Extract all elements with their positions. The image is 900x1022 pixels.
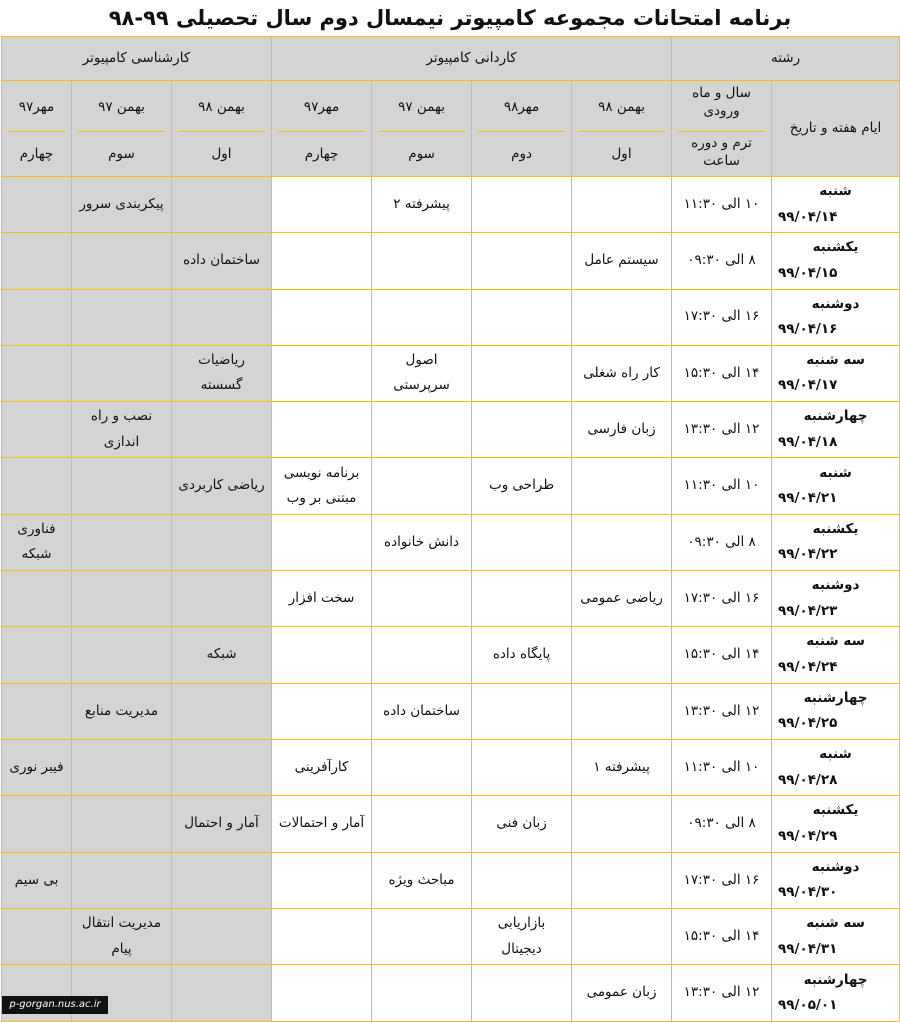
course-cell <box>572 627 672 683</box>
course-cell: کار راه شغلی <box>572 345 672 401</box>
course-cell <box>572 289 672 345</box>
table-row <box>2 571 900 627</box>
table-row <box>2 909 900 965</box>
course-cell: مدیریت منابع <box>72 683 172 739</box>
exam-time: ۱۴ الی ۱۵:۳۰ <box>672 627 772 683</box>
header-row-2 <box>2 81 900 177</box>
course-cell: زبان عمومی <box>572 965 672 1022</box>
day-date-cell <box>772 514 900 570</box>
course-cell <box>272 514 372 570</box>
weekday: شنبه <box>819 746 852 763</box>
entry-value: مهر۹۷ <box>8 82 65 132</box>
term-value: سوم <box>108 145 135 162</box>
exam-date: ۹۹/۰۴/۱۸ <box>778 433 838 450</box>
course-cell <box>2 458 72 514</box>
course-cell: زبان فارسی <box>572 402 672 458</box>
exam-date: ۹۹/۰۴/۲۳ <box>778 602 838 619</box>
course-cell <box>2 909 72 965</box>
course-cell: پایگاه داده <box>472 627 572 683</box>
course-cell <box>2 402 72 458</box>
course-cell <box>372 965 472 1022</box>
course-cell <box>172 852 272 908</box>
entry-year-label: سال و ماه ورودی <box>678 82 765 132</box>
course-cell <box>372 233 472 289</box>
day-date-cell <box>772 176 900 232</box>
entry-term-time-header <box>672 81 772 177</box>
course-cell <box>572 176 672 232</box>
day-date-cell <box>772 233 900 289</box>
exam-date: ۹۹/۰۴/۲۹ <box>778 828 838 845</box>
course-cell: برنامه نویسی مبتنی بر وب <box>272 458 372 514</box>
col-header-bachelor-1 <box>172 81 272 177</box>
course-cell <box>72 796 172 852</box>
course-cell <box>2 683 72 739</box>
course-cell <box>472 571 572 627</box>
course-cell <box>172 965 272 1022</box>
col-header-bachelor-2 <box>72 81 172 177</box>
course-cell <box>372 571 472 627</box>
course-cell <box>272 683 372 739</box>
course-cell <box>572 514 672 570</box>
course-cell <box>172 402 272 458</box>
exam-date: ۹۹/۰۴/۲۴ <box>778 659 838 676</box>
course-cell: دانش خانواده <box>372 514 472 570</box>
entry-value: بهمن ۹۸ <box>178 82 265 132</box>
field-label-cell: رشته <box>672 37 900 81</box>
entry-value: مهر۹۷ <box>278 82 365 132</box>
course-cell <box>572 683 672 739</box>
term-value: دوم <box>511 145 532 162</box>
exam-time: ۸ الی ۰۹:۳۰ <box>672 514 772 570</box>
exam-time: ۱۲ الی ۱۳:۳۰ <box>672 402 772 458</box>
course-cell <box>472 289 572 345</box>
exam-date: ۹۹/۰۵/۰۱ <box>778 997 838 1014</box>
exam-time: ۱۴ الی ۱۵:۳۰ <box>672 909 772 965</box>
table-row <box>2 514 900 570</box>
term-value: سوم <box>408 145 435 162</box>
weekday: چهارشنبه <box>803 689 868 706</box>
course-cell: شبکه <box>172 627 272 683</box>
course-cell <box>2 796 72 852</box>
course-cell: فناوری شبکه <box>2 514 72 570</box>
weekday: یکشنبه <box>812 802 859 819</box>
weekday: چهارشنبه <box>803 408 868 425</box>
course-cell <box>2 345 72 401</box>
course-cell <box>472 345 572 401</box>
course-cell: زبان فنی <box>472 796 572 852</box>
term-value: چهارم <box>19 145 54 162</box>
day-date-cell <box>772 627 900 683</box>
day-date-cell <box>772 289 900 345</box>
course-cell <box>172 571 272 627</box>
course-cell <box>172 289 272 345</box>
weekday: سه شنبه <box>806 633 865 650</box>
table-row <box>2 345 900 401</box>
course-cell <box>372 402 472 458</box>
bachelor-degree-header: کارشناسی کامپیوتر <box>2 37 272 81</box>
table-row <box>2 965 900 1022</box>
course-cell: بی سیم <box>2 852 72 908</box>
exam-date: ۹۹/۰۴/۳۱ <box>778 940 838 957</box>
weekday: سه شنبه <box>806 351 865 368</box>
course-cell <box>172 176 272 232</box>
table-row <box>2 233 900 289</box>
weekday: دوشنبه <box>811 295 860 312</box>
course-cell <box>372 458 472 514</box>
time-label: ساعت <box>703 152 740 169</box>
course-cell <box>372 289 472 345</box>
exam-time: ۱۶ الی ۱۷:۳۰ <box>672 852 772 908</box>
course-cell <box>72 345 172 401</box>
exam-time: ۱۲ الی ۱۳:۳۰ <box>672 683 772 739</box>
course-cell <box>72 571 172 627</box>
entry-value: بهمن ۹۷ <box>78 82 165 132</box>
exam-date: ۹۹/۰۴/۲۲ <box>778 546 838 563</box>
day-date-cell <box>772 852 900 908</box>
term-value: چهارم <box>304 145 339 162</box>
exam-schedule-table <box>1 36 900 1022</box>
course-cell: سخت افزار <box>272 571 372 627</box>
course-cell: ساختمان داده <box>372 683 472 739</box>
course-cell <box>172 514 272 570</box>
course-cell: کارآفرینی <box>272 740 372 796</box>
course-cell <box>72 740 172 796</box>
exam-date: ۹۹/۰۴/۲۵ <box>778 715 838 732</box>
course-cell: ساختمان داده <box>172 233 272 289</box>
course-cell <box>2 176 72 232</box>
course-cell: پیکربندی سرور <box>72 176 172 232</box>
course-cell <box>72 627 172 683</box>
exam-date: ۹۹/۰۴/۱۴ <box>778 208 838 225</box>
course-cell <box>72 514 172 570</box>
course-cell: پیشرفته ۲ <box>372 176 472 232</box>
table-row <box>2 289 900 345</box>
course-cell <box>372 909 472 965</box>
course-cell <box>372 627 472 683</box>
day-date-cell <box>772 402 900 458</box>
exam-time: ۱۰ الی ۱۱:۳۰ <box>672 458 772 514</box>
course-cell <box>572 796 672 852</box>
course-cell <box>72 458 172 514</box>
course-cell <box>72 233 172 289</box>
exam-date: ۹۹/۰۴/۱۶ <box>778 321 838 338</box>
course-cell <box>272 345 372 401</box>
table-row <box>2 852 900 908</box>
term-value: اول <box>611 145 632 162</box>
course-cell <box>572 458 672 514</box>
course-cell <box>472 965 572 1022</box>
course-cell: نصب و راه اندازی <box>72 402 172 458</box>
course-cell: ریاضی عمومی <box>572 571 672 627</box>
course-cell: اصول سرپرستی <box>372 345 472 401</box>
day-date-cell <box>772 683 900 739</box>
exam-time: ۱۶ الی ۱۷:۳۰ <box>672 571 772 627</box>
day-date-cell <box>772 571 900 627</box>
course-cell <box>272 909 372 965</box>
exam-time: ۱۶ الی ۱۷:۳۰ <box>672 289 772 345</box>
course-cell <box>2 571 72 627</box>
course-cell: ریاضیات گسسته <box>172 345 272 401</box>
course-cell <box>172 740 272 796</box>
course-cell: مباحث ویژه <box>372 852 472 908</box>
day-date-header: ایام هفته و تاریخ <box>772 81 900 177</box>
course-cell <box>372 740 472 796</box>
course-cell: بازاریابی دیجیتال <box>472 909 572 965</box>
table-row <box>2 176 900 232</box>
weekday: شنبه <box>819 182 852 199</box>
table-row <box>2 796 900 852</box>
exam-time: ۱۰ الی ۱۱:۳۰ <box>672 176 772 232</box>
exam-time: ۸ الی ۰۹:۳۰ <box>672 796 772 852</box>
course-cell <box>2 233 72 289</box>
col-header-associate-4 <box>272 81 372 177</box>
term-value: اول <box>211 145 232 162</box>
weekday: یکشنبه <box>812 239 859 256</box>
table-row <box>2 402 900 458</box>
day-date-cell <box>772 458 900 514</box>
course-cell: آمار و احتمال <box>172 796 272 852</box>
col-header-associate-3 <box>372 81 472 177</box>
course-cell: مدیریت انتقال پیام <box>72 909 172 965</box>
exam-time: ۱۲ الی ۱۳:۳۰ <box>672 965 772 1022</box>
course-cell <box>472 852 572 908</box>
course-cell <box>572 909 672 965</box>
course-cell <box>572 852 672 908</box>
course-cell <box>272 402 372 458</box>
course-cell: سیستم عامل <box>572 233 672 289</box>
course-cell: آمار و احتمالات <box>272 796 372 852</box>
exam-date: ۹۹/۰۴/۲۸ <box>778 771 838 788</box>
weekday: دوشنبه <box>811 577 860 594</box>
course-cell <box>2 289 72 345</box>
weekday: چهارشنبه <box>803 971 868 988</box>
site-watermark: p-gorgan.nus.ac.ir <box>2 996 108 1014</box>
day-date-cell <box>772 345 900 401</box>
course-cell <box>472 233 572 289</box>
course-cell <box>472 514 572 570</box>
header-row-1 <box>2 37 900 81</box>
exam-date: ۹۹/۰۴/۲۱ <box>778 490 838 507</box>
course-cell: ریاضی کاربردی <box>172 458 272 514</box>
weekday: شنبه <box>819 464 852 481</box>
course-cell <box>2 627 72 683</box>
exam-date: ۹۹/۰۴/۱۵ <box>778 264 838 281</box>
entry-value: مهر۹۸ <box>478 82 565 132</box>
exam-date: ۹۹/۰۴/۱۷ <box>778 377 838 394</box>
table-row <box>2 458 900 514</box>
course-cell <box>172 683 272 739</box>
course-cell <box>272 233 372 289</box>
course-cell <box>72 852 172 908</box>
entry-value: بهمن ۹۷ <box>378 82 465 132</box>
col-header-associate-2 <box>472 81 572 177</box>
col-header-bachelor-3 <box>2 81 72 177</box>
course-cell: پیشرفته ۱ <box>572 740 672 796</box>
weekday: یکشنبه <box>812 520 859 537</box>
exam-time: ۱۴ الی ۱۵:۳۰ <box>672 345 772 401</box>
exam-date: ۹۹/۰۴/۳۰ <box>778 884 838 901</box>
table-row <box>2 627 900 683</box>
course-cell <box>472 176 572 232</box>
course-cell <box>472 740 572 796</box>
entry-value: بهمن ۹۸ <box>578 82 665 132</box>
course-cell <box>72 289 172 345</box>
weekday: دوشنبه <box>811 858 860 875</box>
course-cell <box>272 965 372 1022</box>
day-date-cell <box>772 965 900 1022</box>
page-title: برنامه امتحانات مجموعه کامپیوتر نیمسال دوم سال تحصیلی ۹۹-۹۸ <box>108 6 792 30</box>
course-cell <box>272 627 372 683</box>
table-row <box>2 683 900 739</box>
col-header-associate-1 <box>572 81 672 177</box>
associate-degree-header: کاردانی کامپیوتر <box>272 37 672 81</box>
table-row <box>2 740 900 796</box>
course-cell <box>272 852 372 908</box>
course-cell <box>272 176 372 232</box>
day-date-cell <box>772 740 900 796</box>
exam-time: ۸ الی ۰۹:۳۰ <box>672 233 772 289</box>
course-cell <box>472 683 572 739</box>
course-cell: طراحی وب <box>472 458 572 514</box>
course-cell <box>372 796 472 852</box>
course-cell: فیبر نوری <box>2 740 72 796</box>
term-label: ترم و دوره <box>691 134 752 151</box>
exam-time: ۱۰ الی ۱۱:۳۰ <box>672 740 772 796</box>
weekday: سه شنبه <box>806 915 865 932</box>
day-date-cell <box>772 796 900 852</box>
course-cell <box>272 289 372 345</box>
course-cell <box>472 402 572 458</box>
day-date-cell <box>772 909 900 965</box>
course-cell <box>172 909 272 965</box>
